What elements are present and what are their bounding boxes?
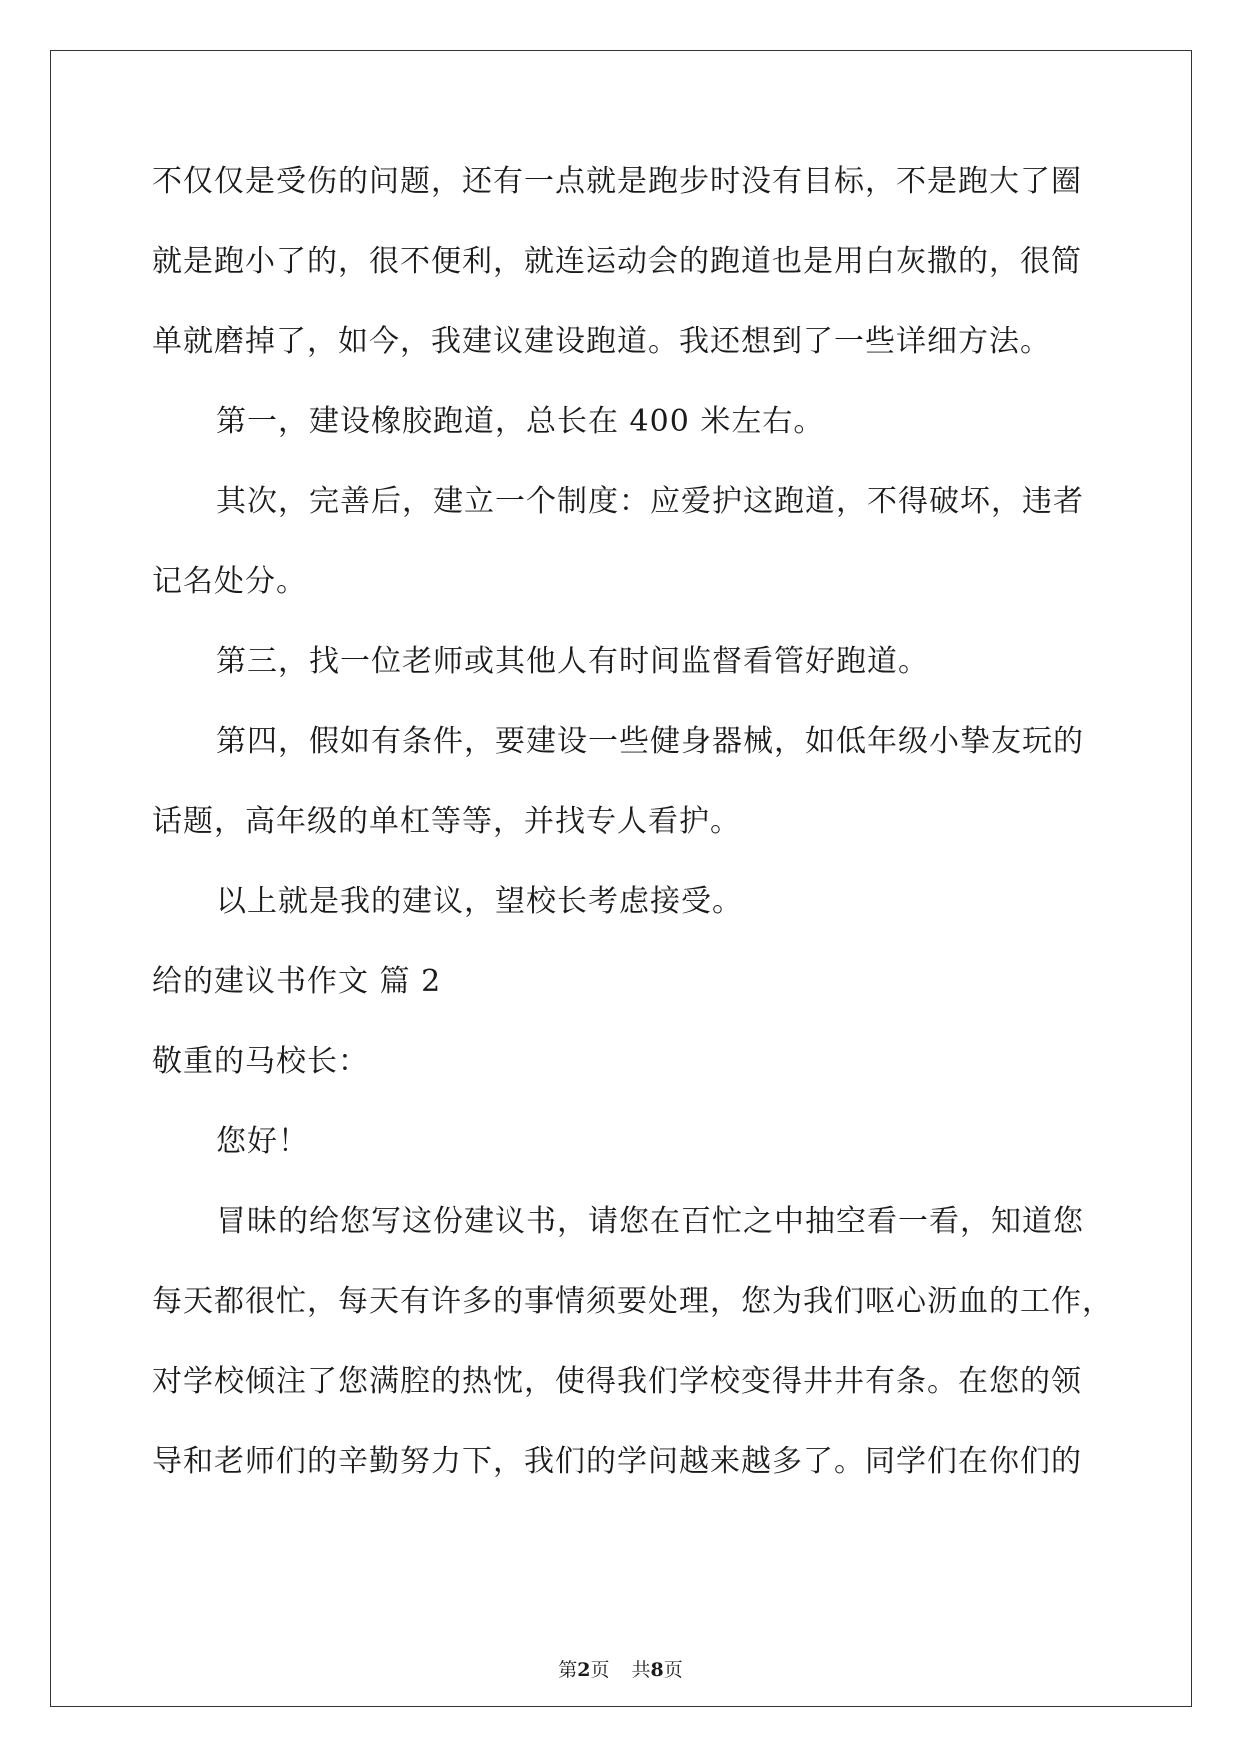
greeting: 您好！ (216, 1124, 309, 1159)
text-line: 话题，高年级的单杠等等，并找专人看护。 (152, 804, 741, 839)
page-suffix: 页 (590, 1659, 610, 1681)
total-prefix: 共 (631, 1659, 651, 1681)
text-line: 单就磨掉了，如今，我建议建设跑道。我还想到了一些详细方法。 (152, 324, 1051, 359)
page-footer (0, 1658, 1241, 1682)
text-line: 记名处分。 (152, 564, 307, 599)
text-line: 第一，建设橡胶跑道，总长在 400 米左右。 (216, 404, 825, 439)
text-line: 导和老师们的辛勤努力下，我们的学问越来越多了。同学们在你们的 (152, 1444, 1082, 1479)
text-line: 第三，找一位老师或其他人有时间监督看管好跑道。 (216, 644, 929, 679)
text-line: 每天都很忙，每天有许多的事情须要处理，您为我们呕心沥血的工作， (152, 1284, 1113, 1319)
text-line: 对学校倾注了您满腔的热忱，使得我们学校变得井井有条。在您的领 (152, 1364, 1082, 1399)
text-line: 不仅仅是受伤的问题，还有一点就是跑步时没有目标，不是跑大了圈 (152, 164, 1082, 199)
text-line: 就是跑小了的，很不便利，就连运动会的跑道也是用白灰撒的，很简 (152, 244, 1082, 279)
text-line: 以上就是我的建议，望校长考虑接受。 (216, 884, 743, 919)
text-line: 第四，假如有条件，要建设一些健身器械，如低年级小挚友玩的 (216, 724, 1084, 759)
salutation: 敬重的马校长： (152, 1044, 369, 1079)
page-number: 2 (577, 1659, 591, 1681)
page-prefix: 第 (558, 1659, 578, 1681)
text-line: 其次，完善后，建立一个制度：应爱护这跑道，不得破坏，违者 (216, 484, 1084, 519)
total-pages: 8 (650, 1659, 664, 1681)
total-suffix: 页 (663, 1659, 683, 1681)
section-heading: 给的建议书作文 篇 2 (152, 964, 442, 999)
text-line: 冒昧的给您写这份建议书，请您在百忙之中抽空看一看，知道您 (216, 1204, 1084, 1239)
